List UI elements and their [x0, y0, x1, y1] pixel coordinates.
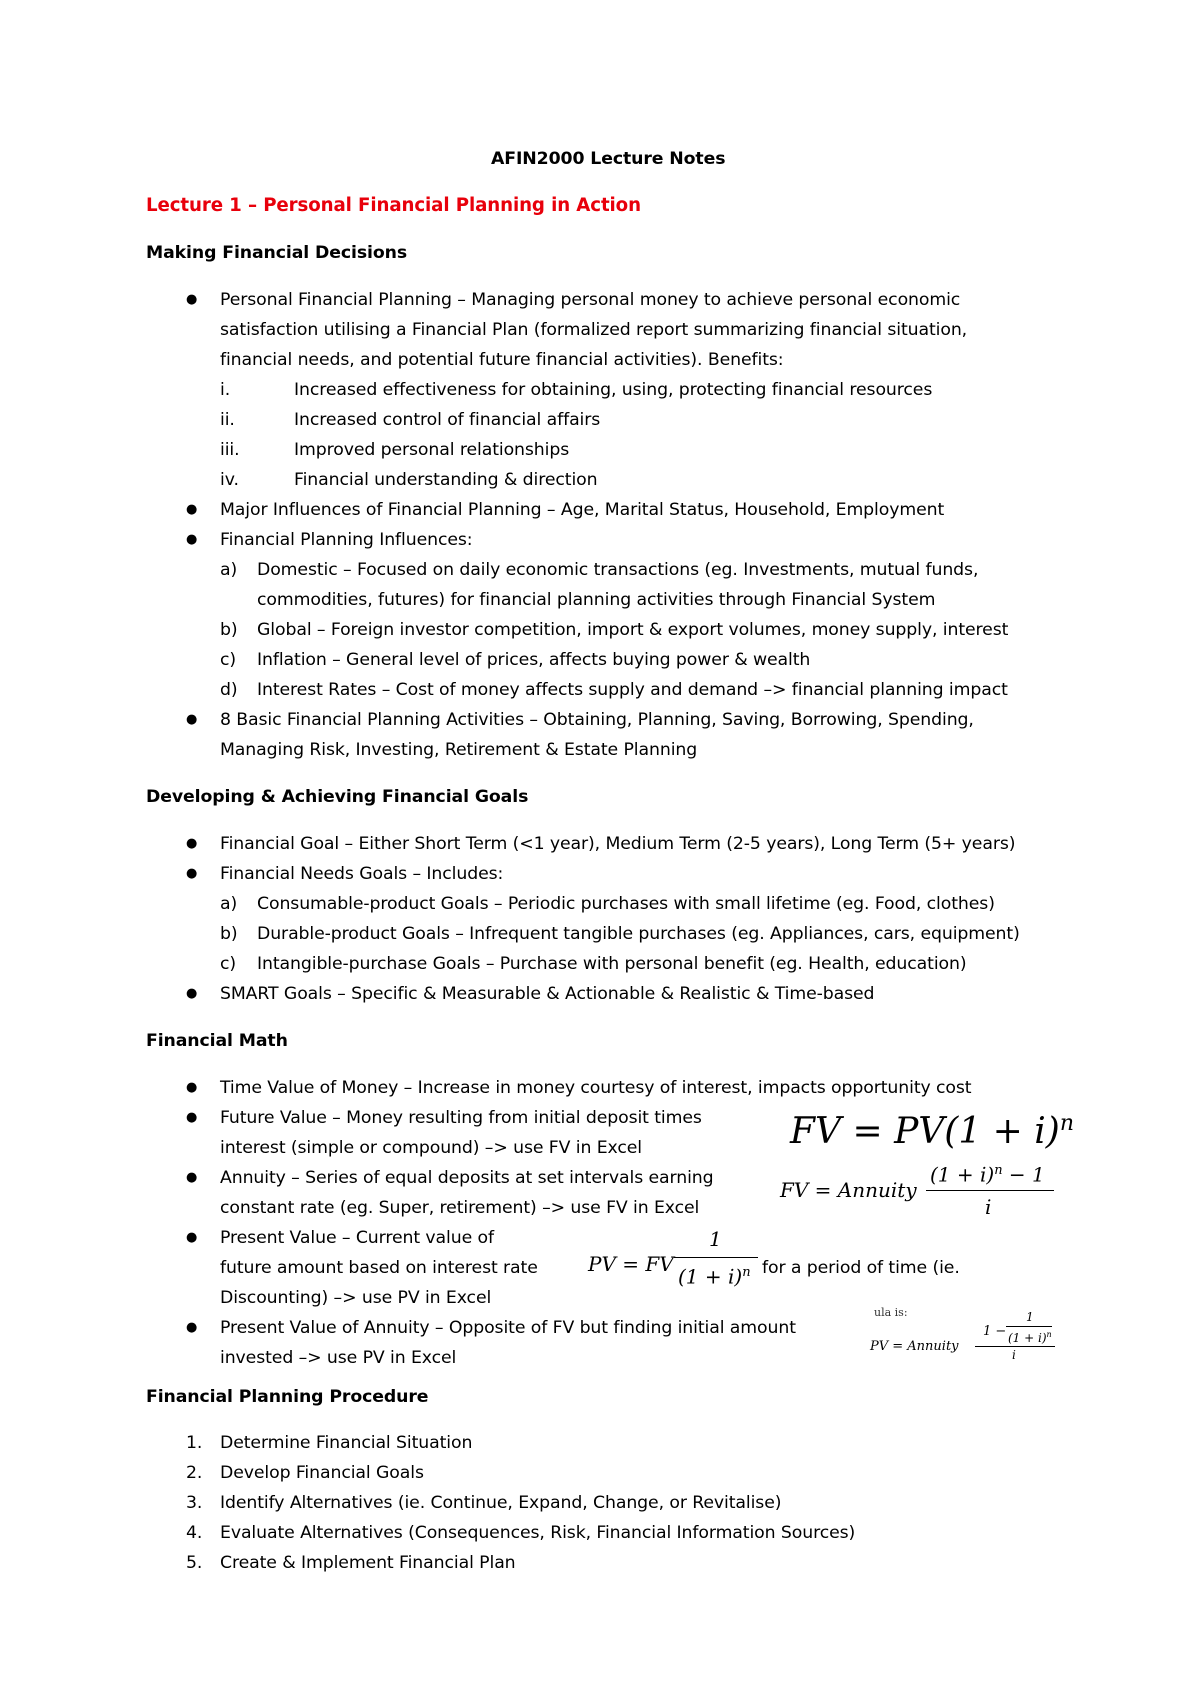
- fraction-bar: [926, 1190, 1054, 1191]
- step-text: Identify Alternatives (ie. Continue, Expand, Change, or Revitalise): [220, 1493, 782, 1513]
- future-value-formula: [790, 1102, 1074, 1154]
- list-item-text: Intangible-purchase Goals – Purchase with personal benefit (eg. Health, education): [257, 954, 967, 974]
- list-marker: iv.: [220, 470, 239, 490]
- bullet-text: financial needs, and potential future financial activities). Benefits:: [220, 350, 784, 370]
- fraction-bar: [674, 1257, 758, 1258]
- fraction-bar: [1006, 1326, 1052, 1327]
- bullet-text-tail: for a period of time (ie.: [762, 1258, 960, 1278]
- pv-annuity-denominator: i: [1012, 1348, 1016, 1362]
- pv-annuity-inner-numerator: 1: [1026, 1310, 1034, 1324]
- list-marker: d): [220, 680, 238, 700]
- bullet-text: Discounting) –> use PV in Excel: [220, 1288, 492, 1308]
- section-heading-procedure: Financial Planning Procedure: [146, 1387, 429, 1407]
- pv-annuity-formula-lhs: PV = Annuity: [870, 1339, 959, 1354]
- bullet-icon: ●: [186, 292, 198, 307]
- step-number: 4.: [186, 1523, 203, 1543]
- formula-exponent: n: [1059, 1111, 1075, 1136]
- bullet-text: interest (simple or compound) –> use FV in Excel: [220, 1138, 642, 1158]
- section-heading-making-decisions: Making Financial Decisions: [146, 243, 408, 263]
- document-title: AFIN2000 Lecture Notes: [491, 149, 726, 169]
- step-number: 5.: [186, 1553, 203, 1573]
- list-item-text: Interest Rates – Cost of money affects supply and demand –> financial planning impact: [257, 680, 1008, 700]
- roman-list-item: [220, 465, 239, 495]
- list-item-text: Domestic – Focused on daily economic transactions (eg. Investments, mutual funds,: [257, 560, 979, 580]
- roman-list-item: [220, 435, 240, 465]
- bullet-icon: ●: [186, 712, 198, 727]
- bullet-icon: ●: [186, 1230, 198, 1245]
- bullet-text: future amount based on interest rate: [220, 1258, 538, 1278]
- bullet-text: Present Value – Current value of: [220, 1228, 494, 1248]
- bullet-text: Financial Goal – Either Short Term (<1 year), Medium Term (2-5 years), Long Term (5+ years): [220, 834, 1016, 854]
- list-marker: c): [220, 650, 237, 670]
- bullet-text: 8 Basic Financial Planning Activities – Obtaining, Planning, Saving, Borrowing, Spending,: [220, 710, 974, 730]
- step-text: Create & Implement Financial Plan: [220, 1553, 516, 1573]
- step-text: Develop Financial Goals: [220, 1463, 424, 1483]
- annuity-formula-numerator: $(1 + i)^n - 1$: [930, 1162, 1045, 1187]
- bullet-text: Future Value – Money resulting from initial deposit times: [220, 1108, 702, 1128]
- step-number: 1.: [186, 1433, 203, 1453]
- list-marker: b): [220, 620, 238, 640]
- bullet-icon: ●: [186, 1320, 198, 1335]
- list-item-text: Global – Foreign investor competition, import & export volumes, money supply, interest: [257, 620, 1009, 640]
- bullet-icon: ●: [186, 1170, 198, 1185]
- bullet-text: Personal Financial Planning – Managing personal money to achieve personal economic: [220, 290, 961, 310]
- step-number: 2.: [186, 1463, 203, 1483]
- formula-rhs: PV(1 + i): [894, 1111, 1060, 1152]
- list-marker: i.: [220, 380, 231, 400]
- formula-equals: =: [852, 1111, 883, 1152]
- bullet-icon: ●: [186, 866, 198, 881]
- lecture-heading: Lecture 1 – Personal Financial Planning in Action: [146, 195, 641, 216]
- bullet-icon: ●: [186, 836, 198, 851]
- step-text: Determine Financial Situation: [220, 1433, 473, 1453]
- bullet-text: Managing Risk, Investing, Retirement & Estate Planning: [220, 740, 698, 760]
- step-number: 3.: [186, 1493, 203, 1513]
- fraction-bar: [975, 1346, 1055, 1347]
- bullet-icon: ●: [186, 1080, 198, 1095]
- list-marker: a): [220, 560, 238, 580]
- bullet-icon: ●: [186, 502, 198, 517]
- bullet-text: Present Value of Annuity – Opposite of FV but finding initial amount: [220, 1318, 796, 1338]
- annuity-formula-lhs: FV = Annuity: [780, 1178, 917, 1202]
- list-marker: a): [220, 894, 238, 914]
- list-item-text: Improved personal relationships: [294, 440, 570, 460]
- roman-list-item: [220, 375, 230, 405]
- roman-list-item: [220, 405, 235, 435]
- list-marker: iii.: [220, 440, 240, 460]
- bullet-icon: ●: [186, 986, 198, 1001]
- list-item-text: commodities, futures) for financial planning activities through Financial System: [257, 590, 936, 610]
- bullet-text: constant rate (eg. Super, retirement) –> use FV in Excel: [220, 1198, 700, 1218]
- list-marker: b): [220, 924, 238, 944]
- list-item-text: Consumable-product Goals – Periodic purchases with small lifetime (eg. Food, clothes): [257, 894, 995, 914]
- annuity-formula-denominator: i: [985, 1195, 992, 1219]
- pv-annuity-formula-lead: 1 −: [983, 1324, 1007, 1339]
- bullet-text: SMART Goals – Specific & Measurable & Actionable & Realistic & Time-based: [220, 984, 875, 1004]
- present-value-formula-lhs: PV = FV: [588, 1252, 674, 1276]
- bullet-icon: ●: [186, 532, 198, 547]
- list-item-text: Increased effectiveness for obtaining, using, protecting financial resources: [294, 380, 933, 400]
- section-heading-financial-math: Financial Math: [146, 1031, 288, 1051]
- bullet-text: Financial Needs Goals – Includes:: [220, 864, 504, 884]
- section-heading-goals: Developing & Achieving Financial Goals: [146, 787, 529, 807]
- bullet-text: Financial Planning Influences:: [220, 530, 473, 550]
- list-item-text: Increased control of financial affairs: [294, 410, 601, 430]
- list-item-text: Inflation – General level of prices, affects buying power & wealth: [257, 650, 811, 670]
- step-text: Evaluate Alternatives (Consequences, Risk, Financial Information Sources): [220, 1523, 856, 1543]
- bullet-text: invested –> use PV in Excel: [220, 1348, 457, 1368]
- list-marker: c): [220, 954, 237, 974]
- bullet-text: Time Value of Money – Increase in money courtesy of interest, impacts opportunity cost: [220, 1078, 972, 1098]
- list-marker: ii.: [220, 410, 235, 430]
- bullet-text: Major Influences of Financial Planning – Age, Marital Status, Household, Employment: [220, 500, 945, 520]
- present-value-formula-numerator: 1: [709, 1227, 722, 1251]
- cropped-formula-fragment: ula is:: [874, 1306, 908, 1319]
- bullet-text: Annuity – Series of equal deposits at set intervals earning: [220, 1168, 714, 1188]
- list-item-text: Durable-product Goals – Infrequent tangible purchases (eg. Appliances, cars, equipment): [257, 924, 1020, 944]
- list-item-text: Financial understanding & direction: [294, 470, 598, 490]
- bullet-text: satisfaction utilising a Financial Plan (formalized report summarizing financial situation,: [220, 320, 968, 340]
- pv-annuity-inner-denominator: $(1 + i)^n$: [1008, 1330, 1052, 1345]
- bullet-icon: ●: [186, 1110, 198, 1125]
- present-value-formula-denominator: $(1 + i)^n$: [678, 1264, 751, 1289]
- formula-lhs: FV: [790, 1111, 841, 1152]
